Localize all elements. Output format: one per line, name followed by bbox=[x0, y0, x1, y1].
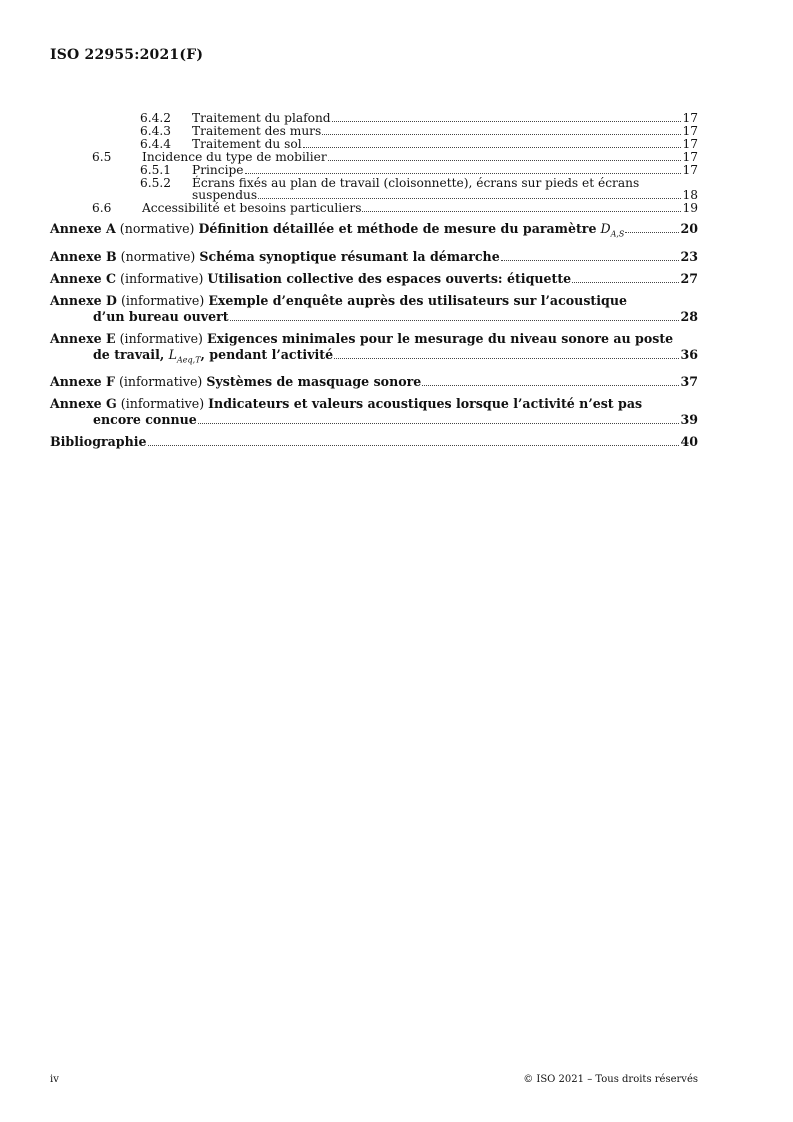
toc-page: 17 bbox=[682, 111, 698, 125]
toc-page: 17 bbox=[682, 137, 698, 151]
toc-annex-d[interactable] bbox=[50, 293, 698, 325]
toc-number: 6.5 bbox=[92, 150, 112, 164]
annex-title: Définition détaillée et méthode de mesure du paramètre bbox=[198, 221, 597, 237]
toc-title-line2: suspendus bbox=[192, 188, 258, 203]
annex-label: Annexe B bbox=[50, 248, 117, 264]
annex-type: (normative) bbox=[119, 221, 195, 237]
annex-symbol: $L_{Aeq,T}$ bbox=[168, 346, 201, 365]
dot-leader bbox=[230, 320, 680, 321]
toc-annex-g[interactable] bbox=[50, 396, 698, 428]
dot-leader bbox=[501, 260, 680, 261]
dot-leader bbox=[245, 173, 682, 174]
dot-leader bbox=[572, 282, 679, 283]
page-number: iv bbox=[50, 1074, 59, 1085]
annex-type: (informative) bbox=[118, 374, 203, 390]
toc-page: 18 bbox=[682, 188, 698, 203]
toc-page: 40 bbox=[680, 434, 698, 450]
annex-type: (informative) bbox=[120, 270, 204, 286]
toc-title: Principe bbox=[192, 163, 244, 177]
toc-title: Incidence du type de mobilier bbox=[142, 150, 327, 164]
toc-page: 27 bbox=[680, 270, 698, 286]
toc-page: 37 bbox=[680, 374, 698, 390]
toc-number: 6.4.3 bbox=[140, 124, 172, 138]
annex-type: (informative) bbox=[120, 292, 205, 308]
toc-bibliography[interactable] bbox=[50, 434, 698, 450]
toc-number: 6.5.1 bbox=[140, 163, 172, 177]
dot-leader bbox=[422, 385, 679, 386]
toc-annex-f[interactable] bbox=[50, 374, 698, 390]
toc-annex-a[interactable] bbox=[50, 221, 698, 243]
annex-type: (normative) bbox=[120, 248, 196, 264]
annex-title: Utilisation collective des espaces ouverts: étiquette bbox=[207, 270, 572, 286]
dot-leader bbox=[332, 121, 682, 122]
dot-leader bbox=[322, 134, 681, 135]
annex-title-line1: Exemple d’enquête auprès des utilisateurs sur l’acoustique bbox=[208, 292, 627, 308]
annex-label: Annexe E bbox=[50, 330, 116, 346]
toc-page: 36 bbox=[680, 346, 698, 362]
document-id: ISO 22955:2021(F) bbox=[50, 47, 204, 63]
toc-page: 17 bbox=[682, 150, 698, 164]
table-of-contents bbox=[50, 112, 698, 450]
toc-number: 6.4.4 bbox=[140, 137, 172, 151]
dot-leader bbox=[625, 232, 679, 233]
dot-leader bbox=[148, 445, 680, 446]
annex-symbol: $D_{A,S}$ bbox=[600, 221, 625, 239]
toc-page: 23 bbox=[680, 248, 698, 264]
toc-annex-c[interactable] bbox=[50, 271, 698, 287]
annex-label: Annexe G bbox=[50, 396, 117, 412]
annex-title: Systèmes de masquage sonore bbox=[206, 374, 422, 390]
toc-title: Traitement du plafond bbox=[192, 111, 331, 125]
toc-annex-e[interactable] bbox=[50, 331, 698, 369]
toc-title: Traitement du sol bbox=[192, 137, 302, 151]
annex-label: Annexe F bbox=[50, 374, 115, 390]
dot-leader bbox=[303, 147, 682, 148]
toc-number: 6.5.2 bbox=[140, 176, 172, 190]
toc-annex-b[interactable] bbox=[50, 249, 698, 265]
annex-title: Schéma synoptique résumant la démarche bbox=[199, 248, 500, 264]
annex-title-line2: d’un bureau ouvert bbox=[93, 308, 229, 324]
toc-page: 17 bbox=[682, 163, 698, 177]
toc-entry-6-5-2[interactable] bbox=[50, 177, 698, 202]
annex-label: Annexe C bbox=[50, 270, 117, 286]
toc-page: 39 bbox=[680, 412, 698, 428]
annex-label: Annexe D bbox=[50, 292, 117, 308]
toc-page: 17 bbox=[682, 124, 698, 138]
toc-number: 6.4.2 bbox=[140, 111, 172, 125]
dot-leader bbox=[334, 358, 679, 359]
toc-entry-6-6[interactable] bbox=[50, 202, 698, 215]
annex-type: (informative) bbox=[119, 330, 203, 346]
dot-leader bbox=[328, 160, 682, 161]
toc-page: 19 bbox=[682, 201, 698, 216]
annex-title-line1: Exigences minimales pour le mesurage du niveau sonore au poste bbox=[206, 330, 674, 346]
annex-title-line1: Indicateurs et valeurs acoustiques lorsque l’activité n’est pas bbox=[208, 396, 643, 412]
annex-type: (informative) bbox=[120, 396, 205, 412]
bibliography-title: Bibliographie bbox=[50, 434, 147, 450]
toc-title: Traitement des murs bbox=[192, 124, 322, 138]
copyright-notice: © ISO 2021 – Tous droits réservés bbox=[523, 1074, 698, 1085]
dot-leader bbox=[198, 423, 680, 424]
dot-leader bbox=[362, 211, 681, 212]
annex-title-line2: de travail, $L_{Aeq,T}$, pendant l’activité bbox=[93, 346, 334, 365]
toc-title: Accessibilité et besoins particuliers bbox=[142, 201, 362, 216]
annex-label: Annexe A bbox=[50, 221, 116, 237]
toc-page: 20 bbox=[680, 221, 698, 237]
toc-number: 6.6 bbox=[92, 201, 112, 216]
toc-title-line1: Écrans fixés au plan de travail (cloisonnette), écrans sur pieds et écrans bbox=[192, 176, 640, 190]
annex-title-line2: encore connue bbox=[93, 412, 197, 428]
dot-leader bbox=[258, 198, 681, 199]
toc-page: 28 bbox=[680, 308, 698, 324]
